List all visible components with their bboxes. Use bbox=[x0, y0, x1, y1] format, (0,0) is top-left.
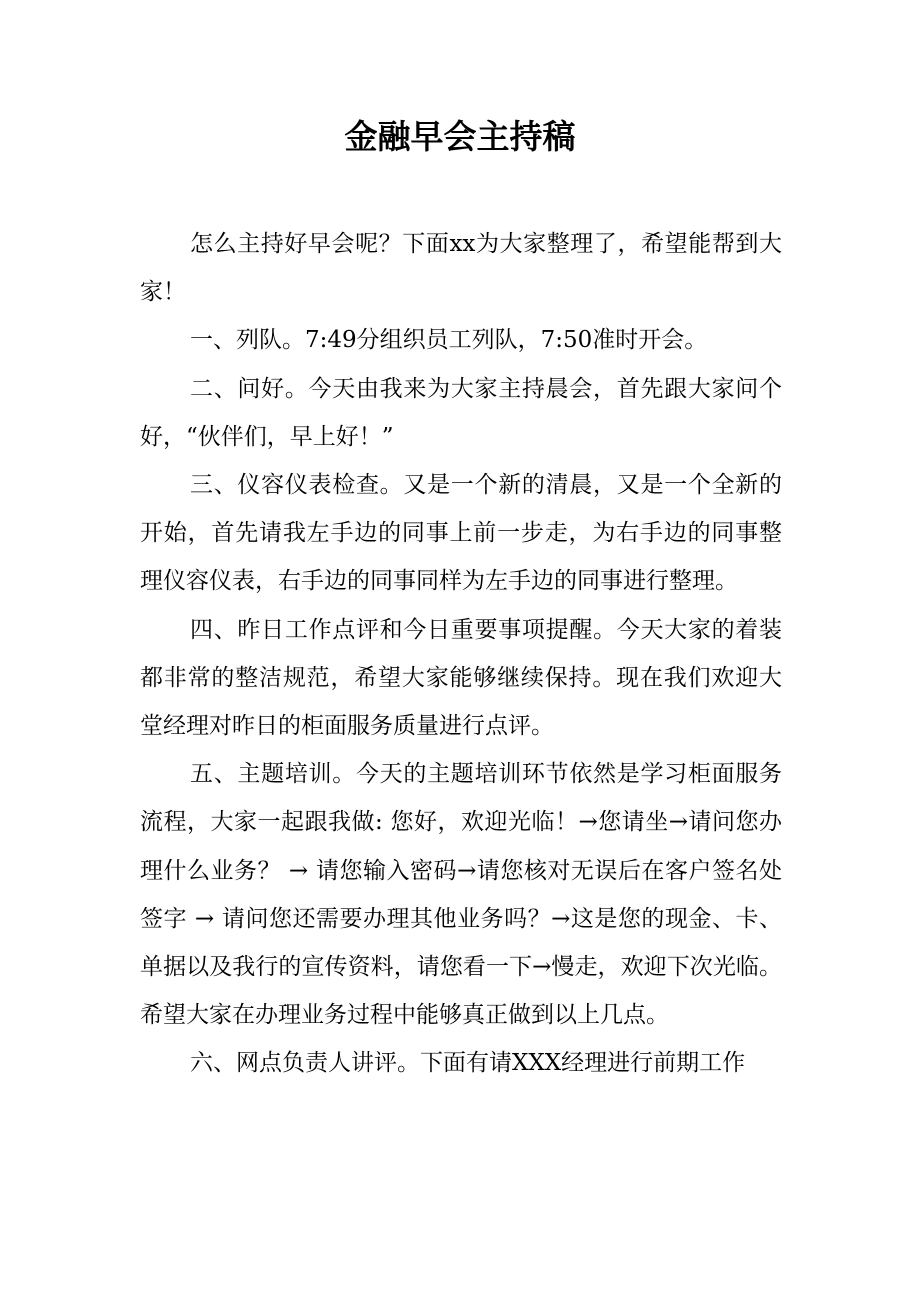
document-title: 金融早会主持稿 bbox=[344, 117, 576, 156]
document-body bbox=[140, 220, 782, 1088]
paragraph-appearance-check: 三、仪容仪表检查。又是一个新的清晨，又是一个全新的开始，首先请我左手边的同事上前一步走，为右手边的同事整理仪容仪表，右手边的同事同样为左手边的同事进行整理。 bbox=[140, 472, 782, 595]
paragraph-review-reminders: 四、昨日工作点评和今日重要事项提醒。今天大家的着装都非常的整洁规范，希望大家能够继续保持。现在我们欢迎大堂经理对昨日的柜面服务质量进行点评。 bbox=[140, 616, 782, 740]
paragraph-manager-review: 六、网点负责人讲评。下面有请XXX经理进行前期工作 bbox=[190, 1050, 746, 1077]
paragraph-intro: 怎么主持好早会呢？下面xx为大家整理了，希望能帮到大家！ bbox=[140, 231, 782, 306]
paragraph-lineup: 一、列队。7:49分组织员工列队，7:50准时开会。 bbox=[190, 327, 708, 354]
paragraph-greeting: 二、问好。今天由我来为大家主持晨会，首先跟大家问个好，“伙伴们，早上好！” bbox=[140, 375, 782, 450]
paragraph-theme-training: 五、主题培训。今天的主题培训环节依然是学习柜面服务流程，大家一起跟我做: 您好，欢迎光临！→您请坐→请问您办理什么业务？ → 请您输入密码→请您核对无误后在客户签名处签字 → 请问您还需要办理其他业务吗？→这是您的现金、卡、单据以及我行的宣传资料，请您看一下→慢走，欢迎下次光临。希望大家在办理业务过程中能够真正做到以上几点。 bbox=[140, 761, 782, 1029]
